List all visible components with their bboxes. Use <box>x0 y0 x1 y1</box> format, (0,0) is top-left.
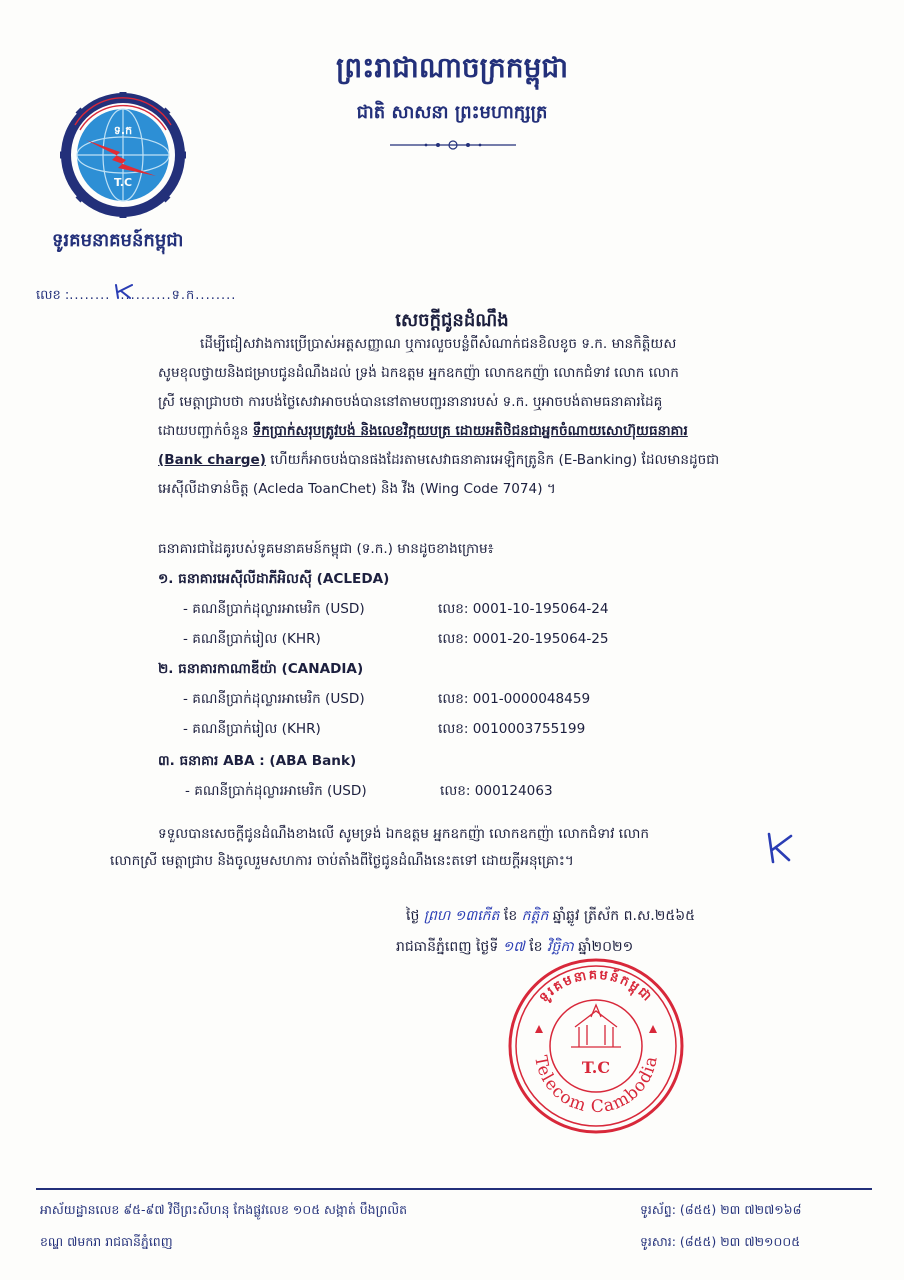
body-line-2: សូមខុលថ្វាយនិងជម្រាបជូនដំណឹងដល់ ទ្រង់ ឯកឧត្តម អ្នកឧកញ៉ា លោកឧកញ៉ា លោកជំទាវ លោក លោក <box>158 365 679 381</box>
telecom-cambodia-logo <box>58 90 188 220</box>
footer-address-line-1: អាស័យដ្ឋានលេខ ៩៥-៩៧ វិថីព្រះសីហនុ កែងផ្លូវលេខ ១០៥ សង្កាត់ បឹងព្រលិត <box>40 1202 408 1217</box>
handwritten-k-mark-icon <box>112 283 138 299</box>
stamp-bottom-text: Telecom Cambodia <box>530 1054 662 1118</box>
solar-prefix: រាជធានីភ្នំពេញ ថ្ងៃទី <box>396 939 499 955</box>
account-label: - គណនីប្រាក់ដុល្លារអាមេរិក (USD) <box>183 691 365 707</box>
account-label: - គណនីប្រាក់រៀល (KHR) <box>183 721 321 737</box>
bank-heading-canadia: ២. ធនាគារកាណាឌីយ៉ា (CANADIA) <box>158 661 364 677</box>
solar-day-handwritten: ១៧ <box>502 939 525 955</box>
logo-text-bottom: T.C <box>113 176 133 189</box>
body-line-3: ស្រី មេត្តាជ្រាបថា ការបង់ថ្លៃសេវាអាចបង់បាននៅតាមបញ្ជរនានារបស់ ទ.ក. ឬអាចបង់តាមធនាគារដៃគូ <box>158 394 663 410</box>
reference-dots-right: ..........ទ.ក........ <box>120 288 237 303</box>
closing-line-1: ទទួលបានសេចក្តីជូនដំណឹងខាងលើ សូមទ្រង់ ឯកឧត្តម អ្នកឧកញ៉ា លោកឧកញ៉ា លោកជំទាវ លោក <box>158 826 649 842</box>
lunar-prefix: ថ្ងៃ <box>406 908 420 924</box>
lunar-year: ឆ្នាំឆ្លូវ ត្រីស័ក ព.ស.២៥៦៥ <box>552 908 696 924</box>
account-number: លេខ: 001-0000048459 <box>438 691 591 707</box>
national-motto: ជាតិ សាសនា ព្រះមហាក្សត្រ <box>356 102 548 123</box>
footer-divider <box>36 1188 872 1190</box>
footer-phone: ទូរស័ព្ទ: (៨៥៥) ២៣ ៧២៧១៦៨ <box>640 1202 802 1217</box>
body-line-4-prefix: ដោយបញ្ជាក់ចំនួន <box>158 423 253 439</box>
bank-charge-emphasis: (Bank charge) <box>158 452 266 468</box>
stamp-top-text: ទូរគមនាគមន៍កម្ពុជា <box>536 967 656 1006</box>
lunar-month-handwritten: កត្តិក <box>521 908 549 924</box>
partners-intro: ធនាគារជាដៃគូរបស់ទូគមនាគមន៍កម្ពុជា (ទ.ក.) មានដូចខាងក្រោម៖ <box>158 541 494 557</box>
body-line-4-emphasis: ទឹកប្រាក់សរុបត្រូវបង់ និងលេខវិក្កយបត្រ ដោយអតិថិជនជាអ្នកចំណាយសោហ៊ុយធនាគារ <box>252 423 688 439</box>
solar-month-label: ខែ <box>529 939 543 955</box>
account-label: - គណនីប្រាក់រៀល (KHR) <box>183 631 321 647</box>
reference-prefix: លេខ : <box>36 288 70 303</box>
account-number: លេខ: 0001-20-195064-25 <box>438 631 609 647</box>
account-number: លេខ: 0001-10-195064-24 <box>438 601 609 617</box>
account-label: - គណនីប្រាក់ដុល្លារអាមេរិក (USD) <box>183 601 365 617</box>
kingdom-title: ព្រះរាជាណាចក្រកម្ពុជា <box>335 51 568 84</box>
footer-address-line-2: ខណ្ឌ ៧មករា រាជធានីភ្នំពេញ <box>40 1234 173 1249</box>
lunar-month-label: ខែ <box>503 908 518 924</box>
reference-dots-left: ........ <box>69 288 111 303</box>
logo-text-top: ទ.ក <box>113 124 133 137</box>
bank-heading-acleda: ១. ធនាគារអេស៊ីលីដាភីអិលស៊ី (ACLEDA) <box>158 571 390 587</box>
ornament-divider-icon <box>388 138 518 152</box>
stamp-center-text: T.C <box>581 1058 611 1077</box>
body-line-1: ដើម្បីជៀសវាងការប្រើប្រាស់អត្តសញ្ញាណ ឬការលួចបន្លំពីសំណាក់ជនខិលខូច ទ.ក. មានកិត្តិយស <box>200 336 677 352</box>
bank-heading-aba: ៣. ធនាគារ ABA : (ABA Bank) <box>158 753 357 769</box>
lunar-day-handwritten: ព្រហ ១៣កើត <box>423 908 500 924</box>
official-seal-stamp <box>505 955 687 1137</box>
lunar-date <box>406 906 695 927</box>
body-line-6: អេស៊ីលីដាទាន់ចិត្ត (Acleda ToanChet) និង វីង (Wing Code 7074) ។ <box>158 481 556 497</box>
body-line-5-rest: ហើយក៏អាចបង់បានផងដែរតាមសេវាធនាគារអេឡិកត្រូនិក (E-Banking) ដែលមានដូចជា <box>265 452 720 468</box>
account-number: លេខ: 000124063 <box>440 783 553 799</box>
account-number: លេខ: 0010003755199 <box>438 721 586 737</box>
solar-year: ឆ្នាំ២០២១ <box>578 939 634 955</box>
handwritten-initial-icon <box>763 830 797 866</box>
solar-month-handwritten: វិច្ឆិកា <box>547 939 574 955</box>
body-line-5 <box>158 446 719 475</box>
footer-fax: ទូរសារ: (៨៥៥) ២៣ ៧២១០០៥ <box>640 1234 801 1249</box>
organization-name: ទូរគមនាគមន៍កម្ពុជា <box>52 230 184 251</box>
account-label: - គណនីប្រាក់ដុល្លារអាមេរិក (USD) <box>185 783 367 799</box>
closing-line-2: លោកស្រី មេត្តាជ្រាប និងចូលរួមសហការ ចាប់តាំងពីថ្ងៃជូនដំណឹងនេះតទៅ ដោយក្តីអនុគ្រោះ។ <box>110 853 574 869</box>
body-line-4 <box>158 417 688 446</box>
notice-title: សេចក្តីជូនដំណឹង <box>395 310 509 331</box>
